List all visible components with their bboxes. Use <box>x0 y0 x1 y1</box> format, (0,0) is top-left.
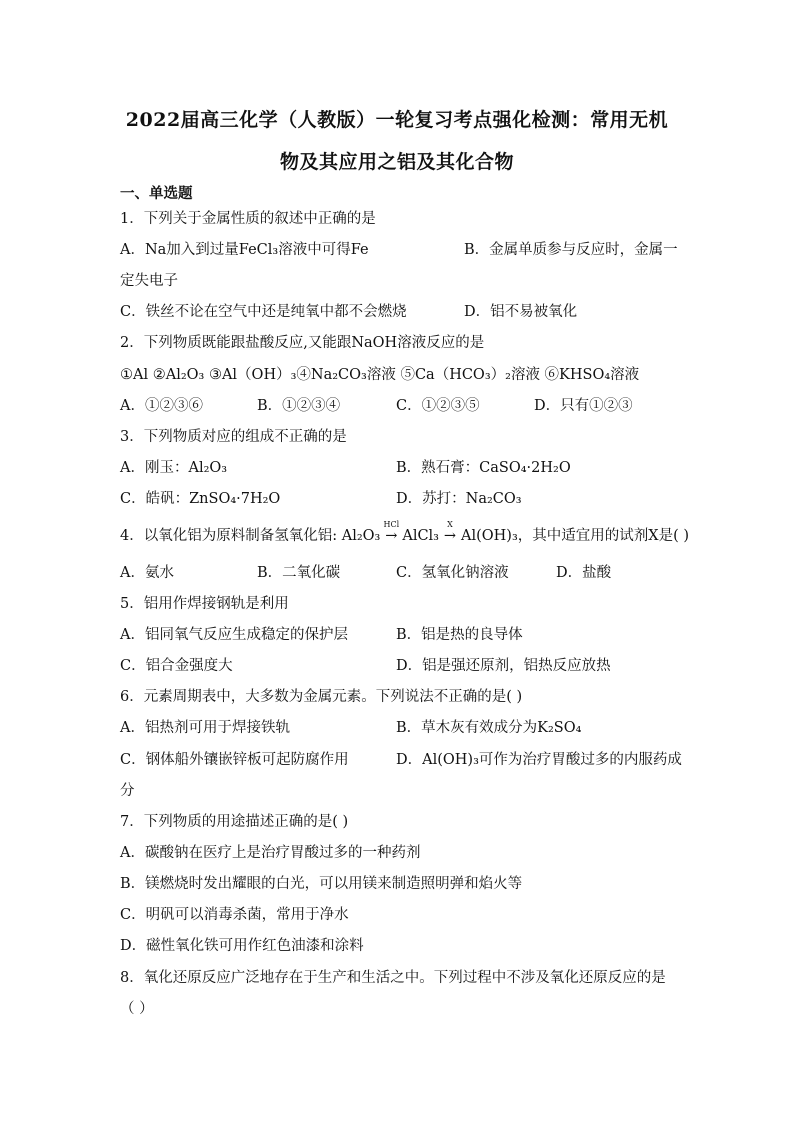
question-5-option-a: A．铝同氧气反应生成稳定的保护层 <box>120 627 348 643</box>
section-heading: 一、单选题 <box>120 185 193 202</box>
question-3-option-d: D．苏打：Na₂CO₃ <box>396 491 522 507</box>
document-title-line2: 物及其应用之铝及其化合物 <box>279 151 514 173</box>
question-1-option-a: A．Na加入到过量FeCl₃溶液中可得Fe <box>120 242 369 258</box>
question-2-items: ①Al ②Al₂O₃ ③Al（OH）₃④Na₂CO₃溶液 ⑤Ca（HCO₃）₂溶液 ⑥KHSO₄溶液 <box>120 367 640 383</box>
question-5-stem: 5．铝用作焊接钢轨是利用 <box>120 596 289 612</box>
question-2-option-a: A．①②③⑥ <box>120 398 203 414</box>
question-3-option-c: C．皓矾：ZnSO₄·7H₂O <box>120 491 281 507</box>
document-title-line1: 2022届高三化学（人教版）一轮复习考点强化检测：常用无机 <box>125 109 669 131</box>
question-2-stem: 2．下列物质既能跟盐酸反应,又能跟NaOH溶液反应的是 <box>120 335 485 351</box>
question-7-option-d: D．磁性氧化铁可用作红色油漆和涂料 <box>120 938 364 954</box>
question-2-option-d: D．只有①②③ <box>534 398 633 414</box>
reaction-arrow-2-label: X <box>447 520 453 529</box>
question-7-option-a: A．碳酸钠在医疗上是治疗胃酸过多的一种药剂 <box>120 845 421 861</box>
question-5-option-b: B．铝是热的良导体 <box>396 627 523 643</box>
question-3-stem: 3．下列物质对应的组成不正确的是 <box>120 429 347 445</box>
question-3-option-b: B．熟石膏：CaSO₄·2H₂O <box>396 460 571 476</box>
question-8-answer-paren: （ ） <box>120 1001 154 1017</box>
question-1-stem: 1．下列关于金属性质的叙述中正确的是 <box>120 211 376 227</box>
question-5-option-c: C．铝合金强度大 <box>120 658 233 674</box>
question-2-option-b: B．①②③④ <box>257 398 341 414</box>
question-7-option-c: C．明矾可以消毒杀菌，常用于净水 <box>120 907 349 923</box>
question-6-option-c: C．钢体船外镶嵌锌板可起防腐作用 <box>120 752 349 768</box>
question-6-option-d: D．Al(OH)₃可作为治疗胃酸过多的内服药成 <box>396 752 682 768</box>
question-7-option-b: B．镁燃烧时发出耀眼的白光，可以用镁来制造照明弹和焰火等 <box>120 876 523 892</box>
question-5-option-d: D．铝是强还原剂，铝热反应放热 <box>396 658 611 674</box>
question-8-stem: 8．氧化还原反应广泛地存在于生产和生活之中。下列过程中不涉及氧化还原反应的是 <box>120 970 666 986</box>
question-4-stem <box>120 520 690 545</box>
question-4-option-c: C．氢氧化钠溶液 <box>396 565 509 581</box>
question-1-option-c: C．铁丝不论在空气中还是纯氧中都不会燃烧 <box>120 304 407 320</box>
reaction-arrow-1-label: HCl <box>383 520 400 529</box>
question-4-option-a: A．氨水 <box>120 565 174 581</box>
question-1-option-b-cont: 定失电子 <box>120 273 178 289</box>
question-1-option-d: D．铝不易被氧化 <box>464 304 578 320</box>
question-4-option-d: D．盐酸 <box>556 565 612 581</box>
question-3-option-a: A．刚玉：Al₂O₃ <box>120 460 228 476</box>
reaction-arrow-2: X → <box>439 528 461 544</box>
question-4-option-b: B．二氧化碳 <box>257 565 341 581</box>
question-6-stem: 6．元素周期表中，大多数为金属元素。下列说法不正确的是( ) <box>120 689 523 705</box>
question-6-option-d-cont: 分 <box>120 783 135 799</box>
question-6-option-a: A．铝热剂可用于焊接铁轨 <box>120 720 290 736</box>
question-6-option-b: B．草木灰有效成分为K₂SO₄ <box>396 720 582 736</box>
question-7-stem: 7．下列物质的用途描述正确的是( ) <box>120 814 349 830</box>
question-4-stem-end: Al(OH)₃，其中适宜用的试剂X是( ) <box>461 528 690 544</box>
question-4-intermediate: AlCl₃ <box>402 528 439 544</box>
reaction-arrow-1: HCl → <box>380 528 402 544</box>
question-1-option-b: B．金属单质参与反应时，金属一 <box>464 242 678 258</box>
question-4-stem-start: 4．以氧化铝为原料制备氢氧化铝: Al₂O₃ <box>120 528 381 544</box>
question-2-option-c: C．①②③⑤ <box>396 398 480 414</box>
